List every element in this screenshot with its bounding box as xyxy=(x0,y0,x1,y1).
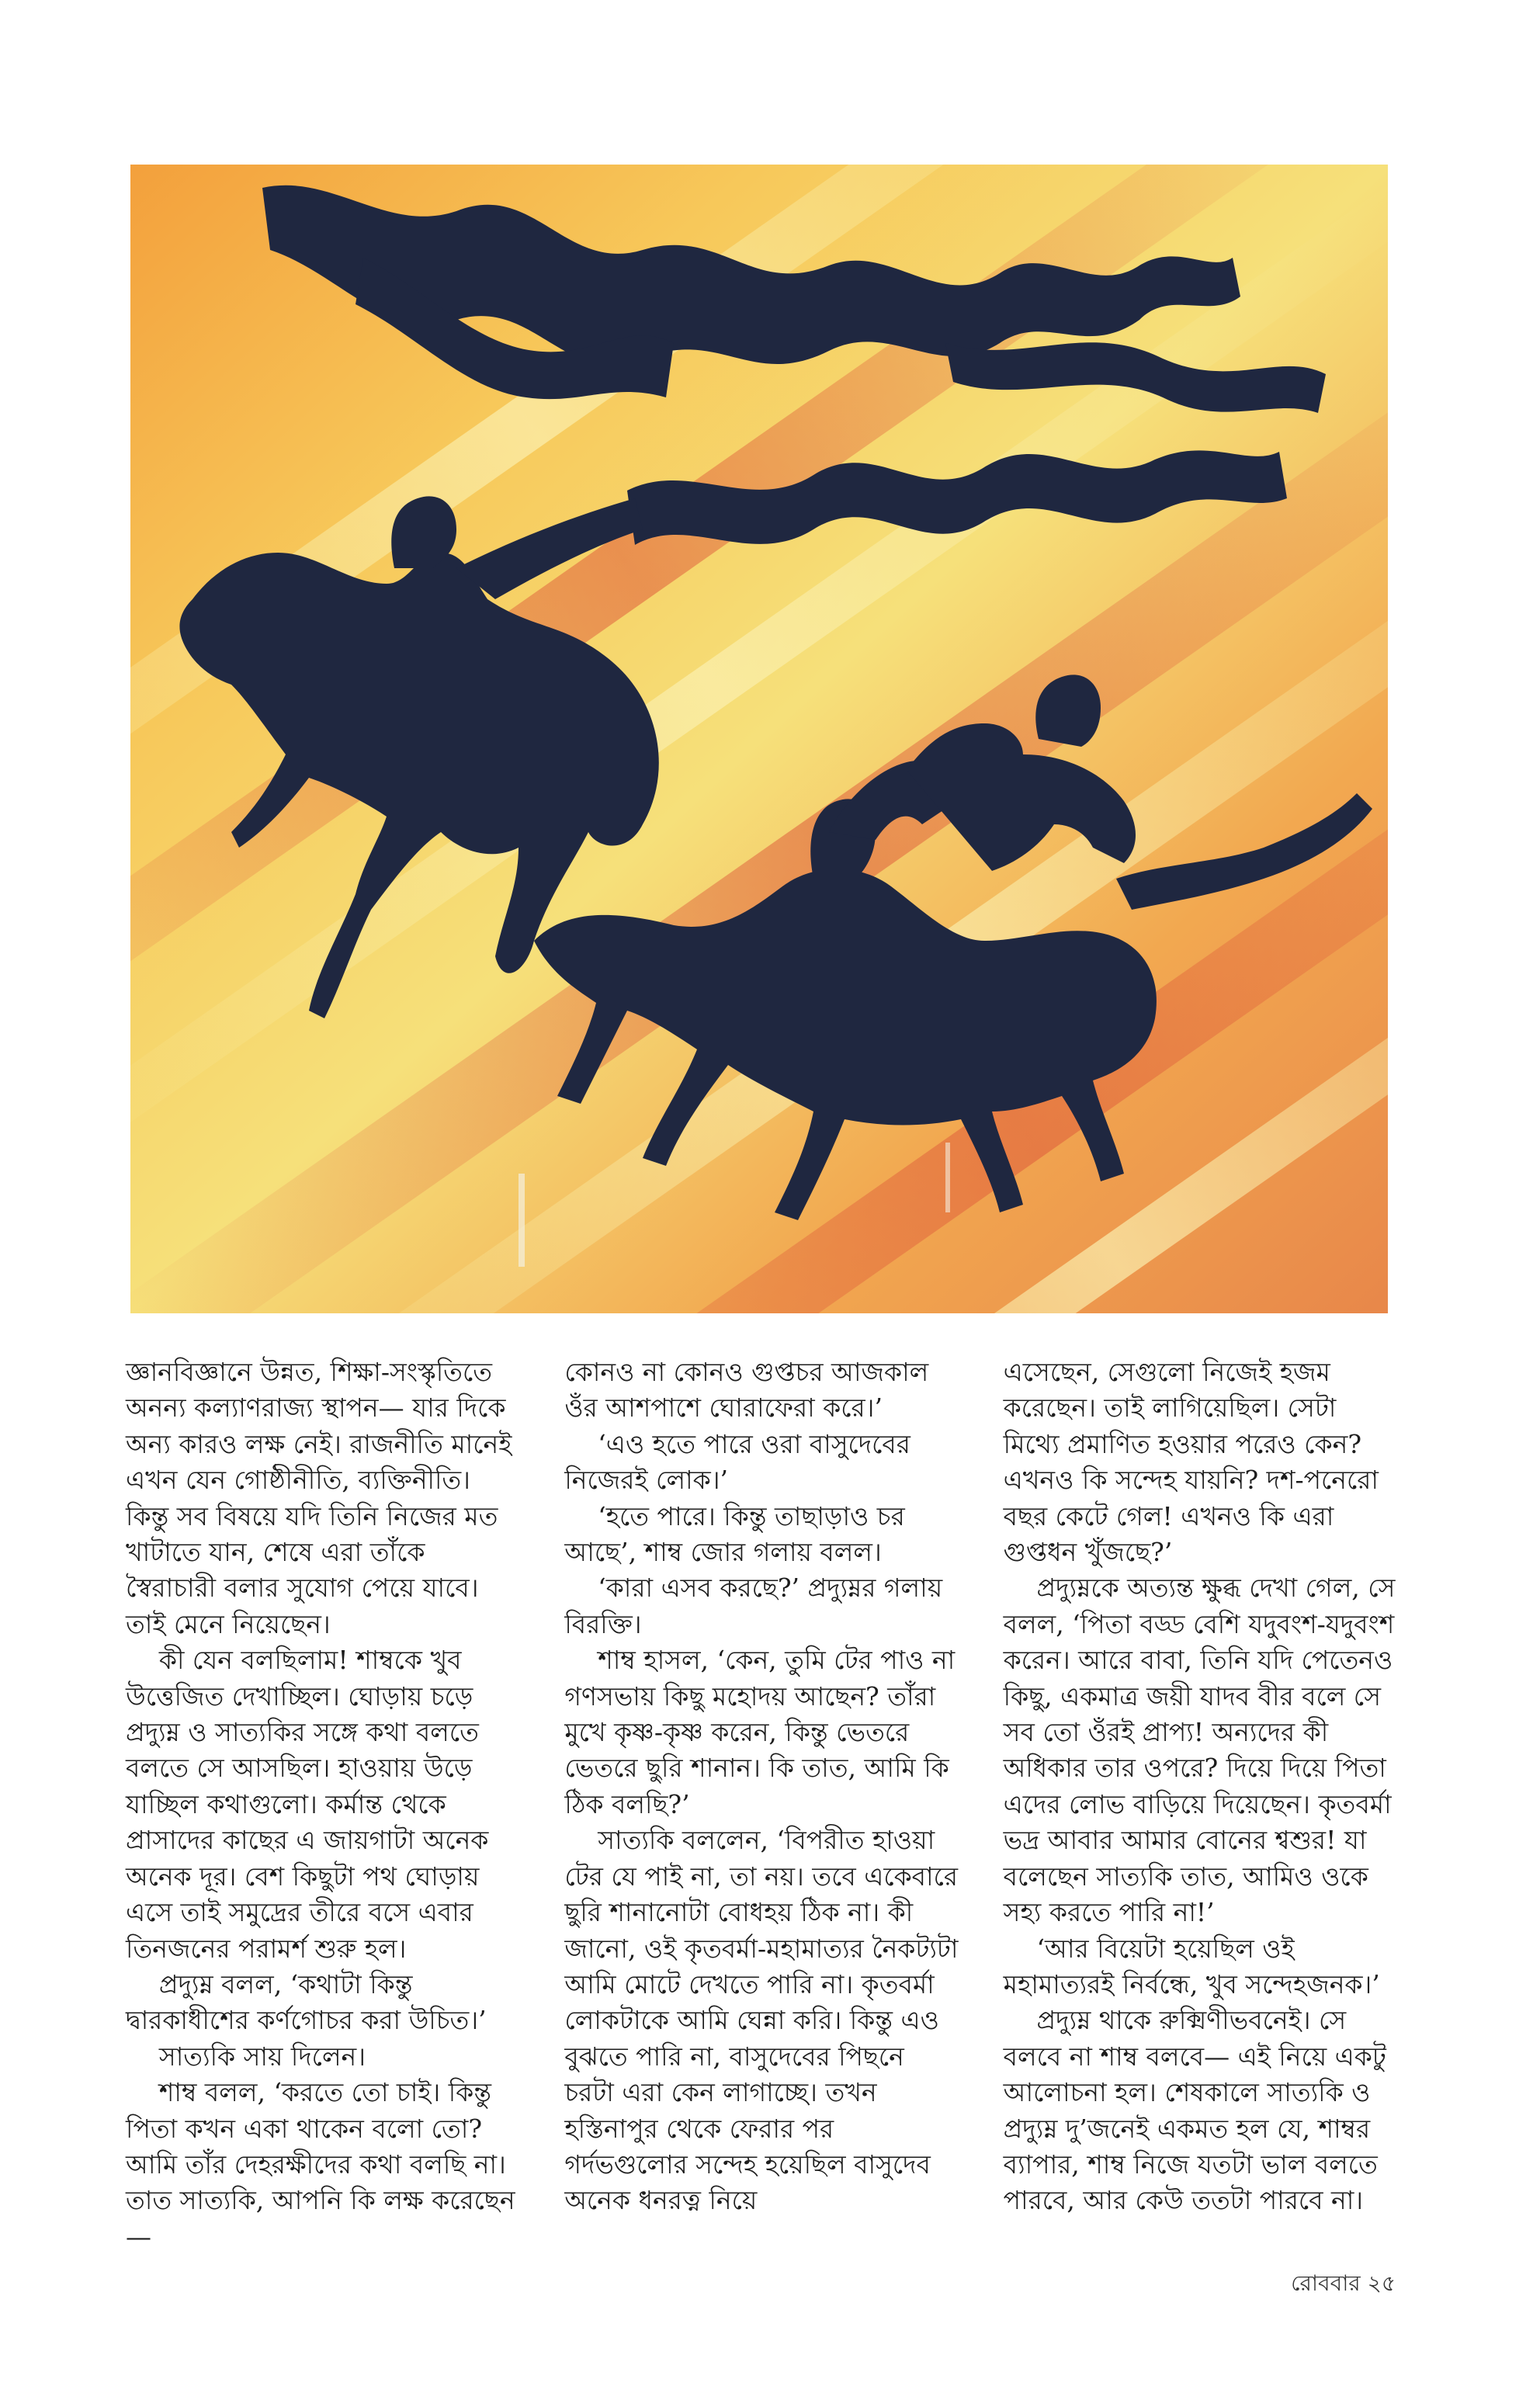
paragraph: শাম্ব হাসল, ‘কেন, তুমি টের পাও না গণসভায় কিছু মহোদয় আছেন? তাঁরা মুখে কৃষ্ণ-কৃষ্ণ করেন, কিন্তু ভেতরে ভেতরে ছুরি শানান। কি তাত, আমি কি ঠিক বলছি?’ xyxy=(564,1645,956,1819)
paragraph: শাম্ব বলল, ‘করতে তো চাই। কিন্তু পিতা কখন একা থাকেন বলো তো? আমি তাঁর দেহরক্ষীদের কথা বলছি না। তাত সাত্যকি, আপনি কি লক্ষ করেছেন— xyxy=(126,2077,515,2252)
paragraph: এসেছেন, সেগুলো নিজেই হজম করেছেন। তাই লাগিয়েছিল। সেটা মিথ্যে প্রমাণিত হওয়ার পরেও কেন? এখনও কি সন্দেহ যায়নি? দশ-পনেরো বছর কেটে গেল! এখনও কি এরা গুপ্তধন খুঁজছে?’ xyxy=(1003,1357,1379,1568)
paragraph: ‘এও হতে পারে ওরা বাসুদেবের নিজেরই লোক।’ xyxy=(564,1428,910,1496)
paragraph: কী যেন বলছিলাম! শাম্বকে খুব উত্তেজিত দেখাচ্ছিল। ঘোড়ায় চড়ে প্রদ্যুম্ন ও সাত্যকির সঙ্গে কথা বলতে বলতে সে আসছিল। হাওয়ায় উড়ে যাচ্ছিল কথাগুলো। কর্মান্ত থেকে প্রাসাদের কাছের এ জায়গাটা অনেক অনেক দূর। বেশ কিছুটা পথ ঘোড়ায় এসে তাই সমুদ্রের তীরে বসে এবার তিনজনের পরামর্শ শুরু হল। xyxy=(126,1645,489,1964)
paragraph: ‘কারা এসব করছে?’ প্রদ্যুম্নর গলায় বিরক্তি। xyxy=(564,1573,943,1639)
paragraph: কোনও না কোনও গুপ্তচর আজকাল ওঁর আশপাশে ঘোরাফেরা করে।’ xyxy=(564,1357,929,1424)
illustration xyxy=(130,165,1388,1313)
paragraph: ‘আর বিয়েটা হয়েছিল ওই মহামাত্যরই নির্বন্ধে, খুব সন্দেহজনক।’ xyxy=(1003,1933,1380,1999)
paragraph: সাত্যকি সায় দিলেন। xyxy=(158,2041,366,2072)
paragraph: প্রদ্যুম্নকে অত্যন্ত ক্ষুব্ধ দেখা গেল, সে বলল, ‘পিতা বড্ড বেশি যদুবংশ-যদুবংশ করেন। আরে বাবা, তিনি যদি পেতেনও কিছু, একমাত্র জয়ী যাদব বীর বলে সে সব তো ওঁরই প্রাপ্য! অন্যদের কী অধিকার তার ওপরে? দিয়ে দিয়ে পিতা এদের লোভ বাড়িয়ে দিয়েছেন। কৃতবর্মা ভদ্র আবার আমার বোনের শ্বশুর! যা বলেছেন সাত্যকি তাত, আমিও ওকে সহ্য করতে পারি না!’ xyxy=(1003,1573,1396,1928)
column-2 xyxy=(564,1354,959,2216)
paragraph: জ্ঞানবিজ্ঞানে উন্নত, শিক্ষা-সংস্কৃতিতে অনন্য কল্যাণরাজ্য স্থাপন— যার দিকে অন্য কারও লক্ষ নেই। রাজনীতি মানেই এখন যেন গোষ্ঠীনীতি, ব্যক্তিনীতি। কিন্তু সব বিষয়ে যদি তিনি নিজের মত খাটাতে যান, শেষে এরা তাঁকে স্বৈরাচারী বলার সুযোগ পেয়ে যাবে। তাই মেনে নিয়েছেন। xyxy=(126,1357,512,1639)
column-1 xyxy=(126,1354,521,2252)
paragraph: প্রদ্যুম্ন থাকে রুক্মিণীভবনেই। সে বলবে না শাম্ব বলবে— এই নিয়ে একটু আলোচনা হল। শেষকালে সাত্যকি ও প্রদ্যুম্ন দু’জনেই একমত হল যে, শাম্বর ব্যাপার, শাম্ব নিজে যতটা ভাল বলতে পারবে, আর কেউ ততটা পারবে না। xyxy=(1003,2005,1386,2216)
horse-riders-painting xyxy=(130,165,1388,1313)
paragraph: প্রদ্যুম্ন বলল, ‘কথাটা কিন্তু দ্বারকাধীশের কর্ণগোচর করা উচিত।’ xyxy=(126,1968,487,2036)
column-3 xyxy=(1003,1354,1399,2216)
page-footer: রোববার ২৫ xyxy=(1291,2270,1396,2296)
article-columns xyxy=(126,1354,1399,2252)
paragraph: সাত্যকি বললেন, ‘বিপরীত হাওয়া টের যে পাই না, তা নয়। তবে একেবারে ছুরি শানানোটা বোধহয় ঠিক না। কী জানো, ওই কৃতবর্মা-মহামাত্যর নৈকট্যটা আমি মোটে দেখতে পারি না। কৃতবর্মা লোকটাকে আমি ঘেন্না করি। কিন্তু এও বুঝতে পারি না, বাসুদেবের পিছনে চরটা এরা কেন লাগাচ্ছে। তখন হস্তিনাপুর থেকে ফেরার পর গর্দভগুলোর সন্দেহ হয়েছিল বাসুদেব অনেক ধনরত্ন নিয়ে xyxy=(564,1825,959,2216)
paragraph: ‘হতে পারে। কিন্তু তাছাড়াও চর আছে’, শাম্ব জোর গলায় বলল। xyxy=(564,1500,905,1568)
